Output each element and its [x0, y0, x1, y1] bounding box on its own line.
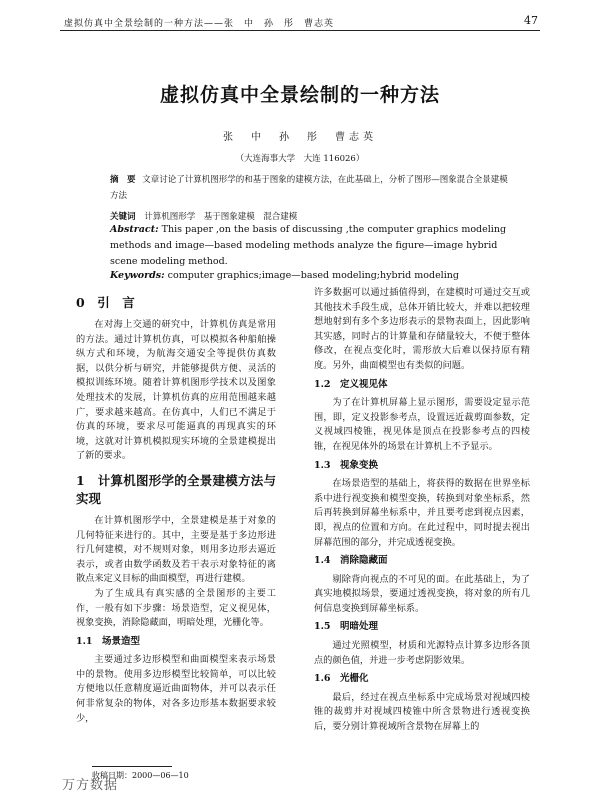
section-1-6-heading: 1.6 光栅化 — [314, 673, 369, 685]
section-1-heading: 1 计算机图形学的全景建模方法与实现 — [76, 472, 276, 506]
continued-paragraph: 许多数据可以通过插值得到，在建模时可通过交互或其他技术手段生成，总体开销比较大，并难以把较理想地射到有多个多边形表示的景物表面上，因此影响其实感，同时占的计算量和存储量较大，不便于整体修改，在视点变化时，需形放大后难以保持原有精度。另外，曲面模型也有类似的问题。 — [314, 287, 530, 371]
received-date-footnote: 收稿日期：2000—06—10 — [92, 771, 189, 780]
abstract-cn — [110, 172, 515, 204]
abstract-en — [110, 222, 515, 270]
affiliation: （大连海事大学 大连 116026） — [235, 154, 365, 164]
authors: 张 中 孙 彤 曹志英 — [223, 132, 377, 143]
section-1-paragraph-1: 在计算机图形学中，全景建模是基于对象的几何特征来进行的。其中，主要是基于多边形进行几何建模，对不规则对象，则用多边形去逼近表示，或者由数学函数及若干表示对象特征的离散点来定义目标的曲面模型，再进行建模。 — [76, 514, 276, 585]
section-0-heading: 0 引 言 — [76, 295, 135, 310]
running-header — [60, 14, 540, 31]
page-number: 47 — [524, 14, 538, 27]
keywords-cn-label: 关键词 — [110, 212, 136, 222]
abstract-en-label: Abstract: — [110, 224, 159, 235]
paper-title: 虚拟仿真中全景绘制的一种方法 — [159, 84, 440, 106]
left-column — [76, 286, 276, 726]
footnote-rule — [92, 766, 172, 767]
keywords-en-label: Keywords: — [110, 270, 165, 281]
section-1-4-paragraph: 剔除背向视点的不可见的面。在此基础上，为了真实地模拟场景，要通过透视变换，将对象的所有几何信息变换到屏幕坐标系。 — [314, 573, 530, 614]
keywords-en-text: computer graphics;image—based modeling;hybrid modeling — [167, 270, 459, 281]
section-1-3-heading: 1.3 视象变换 — [314, 459, 379, 471]
section-1-2-heading: 1.2 定义视见体 — [314, 378, 388, 390]
section-1-5-heading: 1.5 明暗处理 — [314, 621, 379, 633]
section-1-3-paragraph: 在场景造型的基础上，将获得的数据在世界坐标系中进行视变换和模型变换，转换到对象坐标系，然后再转换到屏幕坐标系中，并且要考虑到视点因素，即，视点的位置和方向。在此过程中，同时提去视出屏幕范围的部分，并完成透视变换。 — [314, 478, 530, 548]
section-1-4-heading: 1.4 消除隐藏面 — [314, 555, 388, 567]
keywords-en — [110, 270, 515, 281]
keywords-cn-text: 计算机图形学 基于图象建模 混合建模 — [144, 212, 298, 222]
section-1-paragraph-2: 为了生成具有真实感的全景图形的主要工作，一般有如下步骤：场景造型，定义视见体，视象变换，消除隐藏面，明暗处理，光栅化等。 — [76, 587, 276, 629]
section-1-5-paragraph: 通过光照模型，材质和光源特点计算多边形各顶点的颜色值，并进一步考虑阴影效果。 — [314, 640, 530, 666]
section-1-1-heading: 1.1 场景造型 — [76, 635, 141, 647]
abstract-en-text: This paper ,on the basis of discussing ,the computer graphics modeling methods and image—based modeling methods analyze the figure—image hybrid scene modeling method. — [110, 224, 507, 267]
keywords-cn — [110, 210, 515, 222]
abstract-cn-text: 文章讨论了计算机图形学的和基于图象的建模方法，在此基础上，分析了图形—图象混合全景建模方法 — [110, 175, 508, 201]
section-1-1-paragraph: 主要通过多边形模型和曲面模型来表示场景中的景物。使用多边形模型比较简单，可以比较方便地以任意精度逼近曲面物体，并可以表示任何非常复杂的物体，对各多边形基本数据要求较少， — [76, 654, 276, 724]
watermark: 万方数据 — [62, 778, 119, 793]
section-1-2-paragraph: 为了在计算机屏幕上显示图形，需要设定显示范围，即，定义投影参考点，设置远近裁剪面参数，定义视域四棱锥，视见体是顶点在投影参考点的四棱锥，在视见体外的场景在计算机上不予显示。 — [314, 397, 530, 452]
section-1-6-paragraph: 最后，经过在视点坐标系中完成场景对视域四棱锥的裁剪并对视域四棱锥中所含景物进行透视变换后，要分别计算视域所含景物在屏幕上的 — [314, 691, 530, 733]
abstract-cn-label: 摘 要 — [110, 175, 136, 185]
right-column — [314, 286, 530, 735]
section-0-paragraph: 在对海上交通的研究中，计算机仿真是常用的方法。通过计算机仿真，可以模拟各种船舶操纵方式和环境，为航海交通安全等提供仿真数据，以供分析与研究，并能够提供方便、灵活的模拟训练环境。随着计算机图形学技术以及图象处理技术的发展，计算机仿真的应用范围越来越广，要求越来越高。在仿真中，人们已不满足于仿真的环境，要求尽可能逼真的再现真实的环境，这就对计算机模拟现实环境的全景建模提出了新的要求。 — [76, 319, 276, 462]
running-title: 虚拟仿真中全景绘制的一种方法——张 中 孙 彤 曹志英 — [64, 19, 335, 29]
